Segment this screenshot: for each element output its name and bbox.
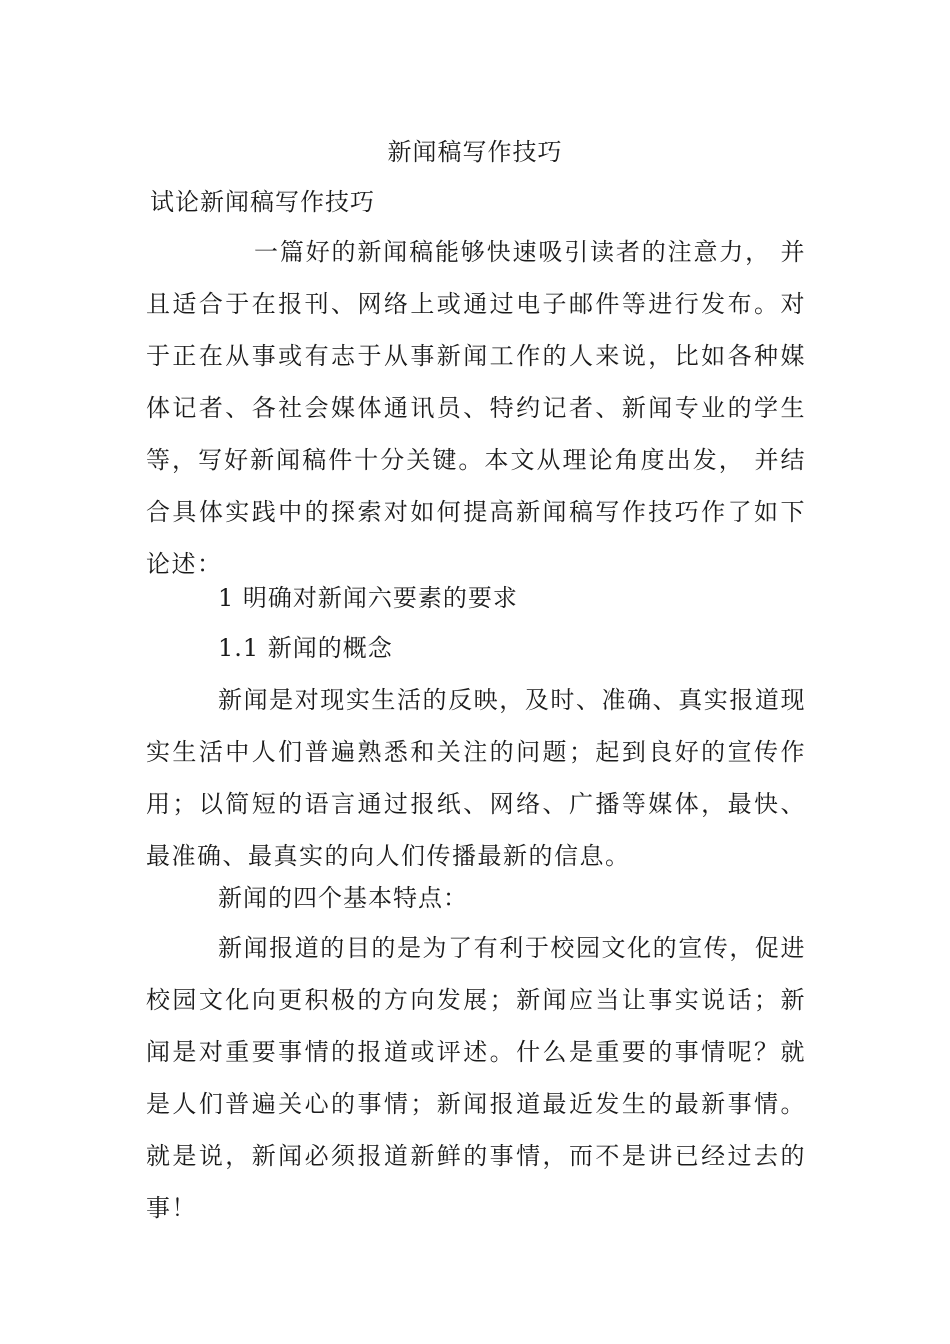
features-paragraph: 新闻报道的目的是为了有利于校园文化的宣传，促进校园文化向更积极的方向发展；新闻应当让事实说话；新闻是对重要事情的报道或评述。什么是重要的事情呢？就是人们普遍关心的事情；新闻报道最近发生的最新事情。就是说，新闻必须报道新鲜的事情，而不是讲已经过去的事！	[146, 934, 806, 1222]
concept-paragraph: 新闻是对现实生活的反映，及时、准确、真实报道现实生活中人们普遍熟悉和关注的问题；起到良好的宣传作用；以简短的语言通过报纸、网络、广播等媒体，最快、最准确、最真实的向人们传播最新的信息。	[146, 686, 806, 870]
features-intro-line: 新闻的四个基本特点：	[218, 884, 468, 912]
document-title: 新闻稿写作技巧	[387, 138, 563, 166]
document-subtitle: 试论新闻稿写作技巧	[150, 188, 375, 216]
section-heading-1-1: 1.1 新闻的概念	[218, 634, 393, 662]
intro-paragraph: 一篇好的新闻稿能够快速吸引读者的注意力， 并且适合于在报刊、网络上或通过电子邮件等进行发布。对于正在从事或有志于从事新闻工作的人来说，比如各种媒体记者、各社会媒体通讯员、特约记者、新闻专业的学生等，写好新闻稿件十分关键。本文从理论角度出发， 并结合具体实践中的探索对如何提高新闻稿写作技巧作了如下论述：	[146, 238, 806, 578]
section-heading-1: 1 明确对新闻六要素的要求	[218, 584, 518, 612]
